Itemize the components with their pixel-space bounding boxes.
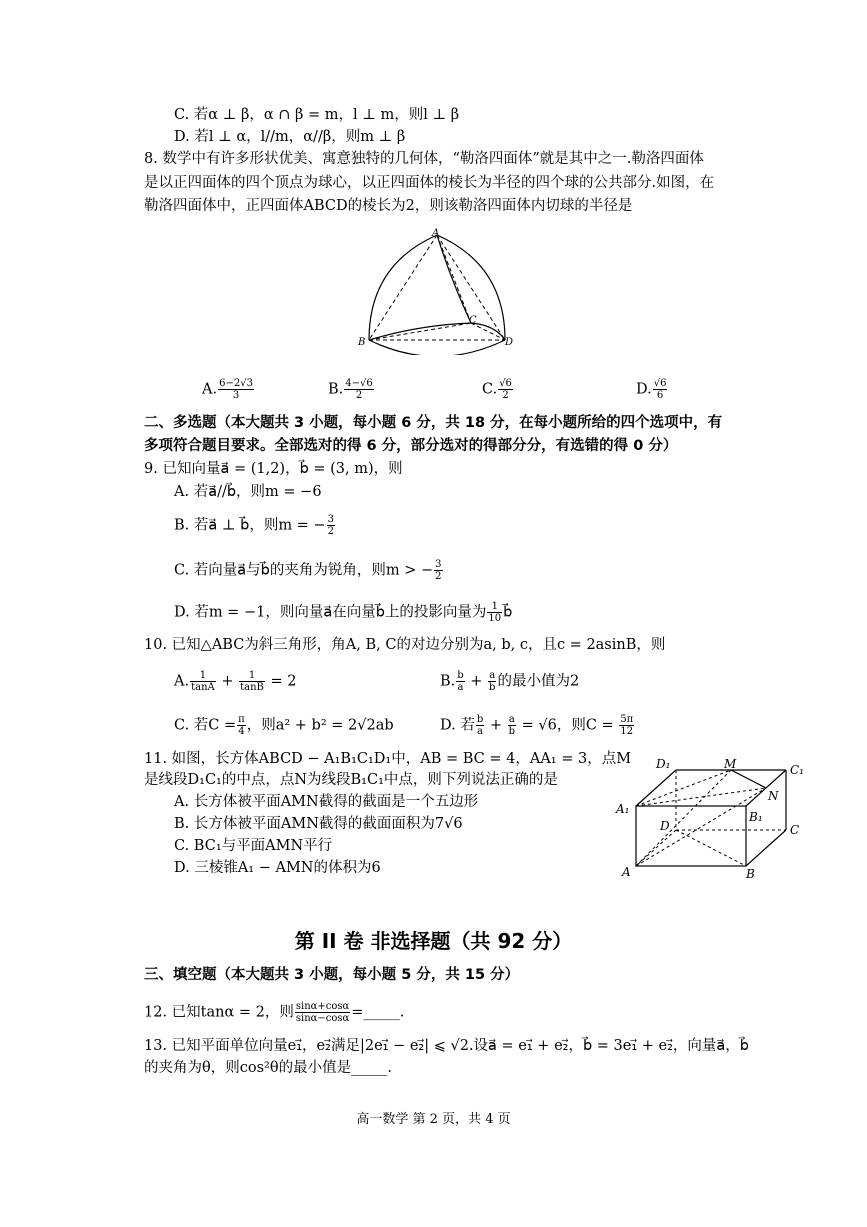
q10-stem: 10. 已知△ABC为斜三角形，角A, B, C的对边分别为a, b, c，且c = 2asinB，则 — [144, 637, 666, 653]
q11-label-B: B — [746, 867, 755, 881]
part2-title: 第 II 卷 非选择题（共 92 分） — [294, 929, 573, 953]
q8-option-b: B. $\frac{4-√6}{2}$ — [328, 378, 373, 401]
q7-option-c: C. 若α ⊥ β，α ∩ β = m，l ⊥ m，则l ⊥ β — [174, 107, 460, 123]
q10-option-a: A. $\frac{1}{\tan A}$ + $\frac{1}{\tan B}$ = 2 — [174, 670, 297, 693]
q11-label-C1: C₁ — [790, 763, 804, 777]
q8-option-d: D. $\frac{√6}{6}$ — [636, 378, 667, 401]
q11-label-N: N — [768, 789, 779, 803]
reuleaux-tetrahedron-figure — [355, 225, 525, 355]
q9-option-c: C. 若向量a⃗与b⃗的夹角为锐角，则m > − $\frac{3}{2}$ — [174, 559, 442, 582]
q8-label-D: D — [505, 337, 514, 348]
q11-label-A1: A₁ — [616, 802, 630, 816]
q11-option-a: A. 长方体被平面AMN截得的截面是一个五边形 — [174, 794, 479, 810]
q10-option-c: C. 若C = $\frac{\pi}{4}$ ，则a² + b² = 2√2ab — [174, 714, 394, 737]
q9-option-b: B. 若a⃗ ⊥ b⃗，则m = − $\frac{3}{2}$ — [174, 514, 334, 537]
q13-stem-line2: 的夹角为θ，则cos²θ的最小值是_____. — [144, 1060, 392, 1076]
section2-heading-line1: 二、多选题（本大题共 3 小题，每小题 6 分，共 18 分，在每小题所给的四个选项中，有 — [144, 415, 723, 431]
page-footer: 高一数学 第 2 页，共 4 页 — [356, 1112, 511, 1127]
q10-option-d: D. 若 $\frac{b}{a}$ + $\frac{a}{b}$ = √6，则C = $\frac{5\pi}{12}$ — [440, 714, 634, 737]
q11-label-D: D — [660, 819, 670, 833]
q8-stem-line2: 是以正四面体的四个顶点为球心，以正四面体的棱长为半径的四个球的公共部分.如图，在 — [144, 175, 715, 191]
q11-stem-line1: 11. 如图，长方体ABCD − A₁B₁C₁D₁中，AB = BC = 4，AA₁ = 3，点M — [144, 751, 632, 767]
q10-option-b: B. $\frac{b}{a}$ + $\frac{a}{b}$ 的最小值为2 — [440, 670, 580, 693]
section2-heading-line2: 多项符合题目要求。全部选对的得 6 分，部分选对的得部分分，有选错的得 0 分） — [144, 438, 678, 454]
q11-label-D1: D₁ — [656, 757, 671, 771]
q8-label-C: C — [469, 315, 477, 326]
q9-stem: 9. 已知向量a⃗ = (1,2)，b⃗ = (3, m)，则 — [144, 461, 403, 477]
q9-option-d: D. 若m = −1，则向量a⃗在向量b⃗上的投影向量为 $\frac{1}{10}$ b⃗ — [174, 601, 513, 624]
q12-stem: 12. 已知tanα = 2，则 $\frac{\sin\alpha+\cos\alpha}{\sin\alpha-\cos\alpha}$ =_____. — [144, 1001, 405, 1024]
q11-option-d: D. 三棱锥A₁ − AMN的体积为6 — [174, 860, 381, 876]
q8-label-A: A — [432, 228, 440, 239]
q11-label-C: C — [790, 823, 800, 837]
cuboid-figure — [612, 750, 812, 885]
q9-option-a: A. 若a⃗//b⃗，则m = −6 — [174, 484, 322, 500]
q8-option-c: C. $\frac{√6}{2}$ — [482, 378, 512, 401]
q8-stem-line3: 勒洛四面体中，正四面体ABCD的棱长为2，则该勒洛四面体内切球的半径是 — [144, 198, 633, 214]
q11-label-A: A — [622, 865, 631, 879]
q11-label-M: M — [724, 757, 737, 771]
q11-stem-line2: 是线段D₁C₁的中点，点N为线段B₁C₁中点，则下列说法正确的是 — [144, 772, 558, 788]
q11-option-b: B. 长方体被平面AMN截得的截面面积为7√6 — [174, 816, 463, 832]
q8-option-a: A. $\frac{6-2√3}{3}$ — [202, 378, 253, 401]
q7-option-d: D. 若l ⊥ α，l//m，α//β，则m ⊥ β — [174, 129, 406, 145]
q8-stem-line1: 8. 数学中有许多形状优美、寓意独特的几何体，“勒洛四面体”就是其中之一.勒洛四面体 — [144, 151, 704, 167]
q11-label-B1: B₁ — [749, 810, 763, 824]
q8-label-B: B — [358, 337, 366, 348]
q11-option-c: C. BC₁与平面AMN平行 — [174, 838, 333, 854]
section3-heading: 三、填空题（本大题共 3 小题，每小题 5 分，共 15 分） — [144, 967, 520, 983]
q13-stem-line1: 13. 已知平面单位向量e₁⃗，e₂⃗满足|2e₁⃗ − e₂⃗| ⩽ √2.设a⃗ = e₁⃗ + e₂⃗，b⃗ = 3e₁⃗ + e₂⃗，向量a⃗，b⃗ — [144, 1038, 749, 1054]
